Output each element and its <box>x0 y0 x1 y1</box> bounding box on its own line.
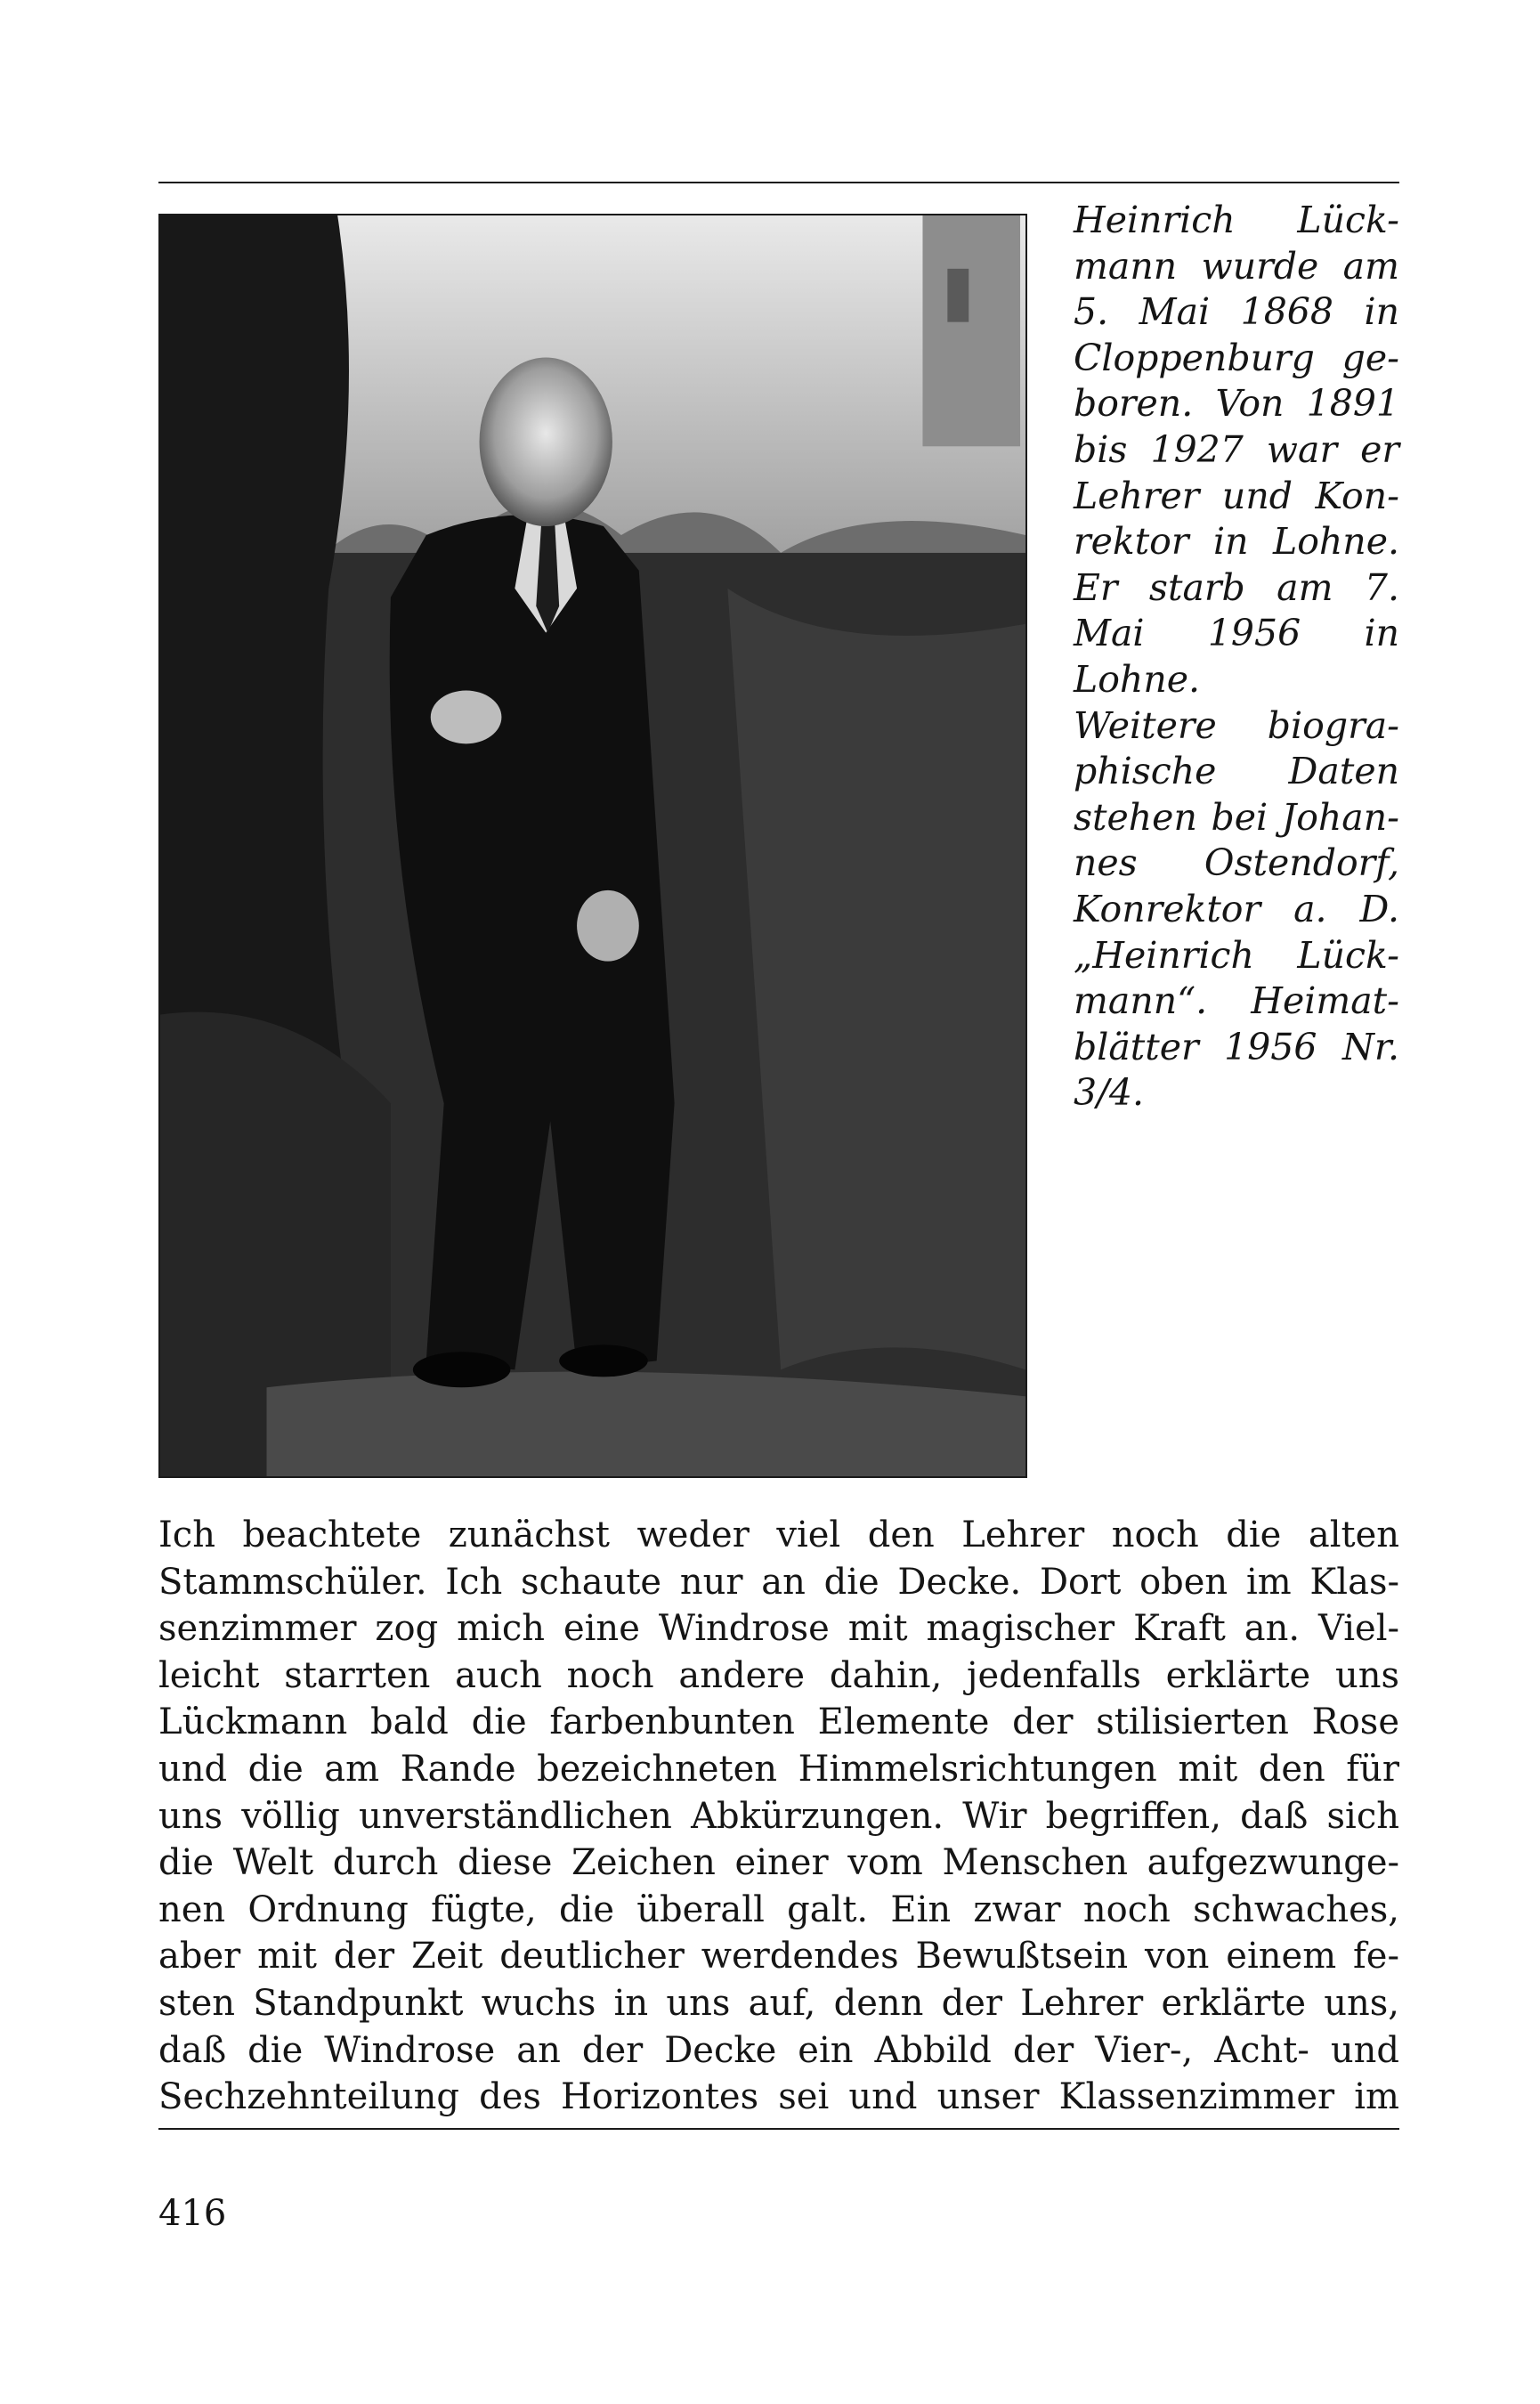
body-line: Sechzehnteilung des Horizontes sei und unser Klassenzimmer im <box>158 2076 1399 2118</box>
caption-line: Lohne. <box>1074 657 1201 701</box>
caption-line: 3/4. <box>1074 1071 1145 1115</box>
portrait-photo <box>158 214 1027 1478</box>
body-line: die Welt durch diese Zeichen einer vom Menschen aufgezwunge- <box>158 1842 1399 1884</box>
caption-line: Weitere biogra- <box>1074 703 1399 747</box>
caption-line: mann“. Heimat- <box>1074 979 1399 1023</box>
caption-line: rektor in Lohne. <box>1074 520 1399 564</box>
body-line: daß die Windrose an der Decke ein Abbild der Vier-, Acht- und <box>158 2029 1399 2071</box>
body-line: senzimmer zog mich eine Windrose mit magischer Kraft an. Viel- <box>158 1608 1399 1650</box>
caption-line: boren. Von 1891 <box>1074 382 1399 426</box>
photo-caption <box>1074 198 1399 1117</box>
top-rule <box>158 182 1399 183</box>
caption-line: Er starb am 7. <box>1074 565 1399 609</box>
caption-line: nes Ostendorf, <box>1074 841 1399 885</box>
body-line: und die am Rande bezeichneten Himmelsrichtungen mit den für <box>158 1748 1399 1790</box>
caption-line: phische Daten <box>1074 750 1399 793</box>
page-number: 416 <box>158 2193 227 2234</box>
portrait-photo-icon <box>160 215 1025 1476</box>
caption-line: Heinrich Lück- <box>1074 199 1399 241</box>
body-paragraph <box>158 1512 1399 2121</box>
caption-line: Cloppenburg ge- <box>1074 336 1399 379</box>
caption-line: bis 1927 war er <box>1074 427 1399 471</box>
caption-line: Mai 1956 in <box>1074 612 1399 655</box>
body-line: nen Ordnung fügte, die überall galt. Ein zwar noch schwaches, <box>158 1888 1399 1930</box>
caption-line: 5. Mai 1868 in <box>1074 290 1399 334</box>
body-line: Stammschüler. Ich schaute nur an die Decke. Dort oben im Klas- <box>158 1561 1399 1603</box>
bottom-rule <box>158 2128 1399 2130</box>
caption-line: Lehrer und Kon- <box>1074 474 1399 517</box>
body-line: uns völlig unverständlichen Abkürzungen. Wir begriffen, daß sich <box>158 1795 1399 1837</box>
caption-line: mann wurde am <box>1074 244 1399 288</box>
body-line: Lückmann bald die farbenbunten Elemente der stilisierten Rose <box>158 1701 1399 1743</box>
body-line: aber mit der Zeit deutlicher werdendes Bewußtsein von einem fe- <box>158 1936 1399 1978</box>
body-line: sten Standpunkt wuchs in uns auf, denn der Lehrer erklärte uns, <box>158 1982 1399 2024</box>
caption-line: stehen bei Johan- <box>1074 795 1399 839</box>
caption-line: Konrektor a. D. <box>1074 887 1399 930</box>
caption-line: „Heinrich Lück- <box>1074 933 1399 977</box>
body-line: Ich beachtete zunächst weder viel den Lehrer noch die alten <box>158 1515 1399 1555</box>
caption-line: blätter 1956 Nr. <box>1074 1025 1399 1068</box>
body-line: leicht starrten auch noch andere dahin, jedenfalls erklärte uns <box>158 1654 1399 1696</box>
